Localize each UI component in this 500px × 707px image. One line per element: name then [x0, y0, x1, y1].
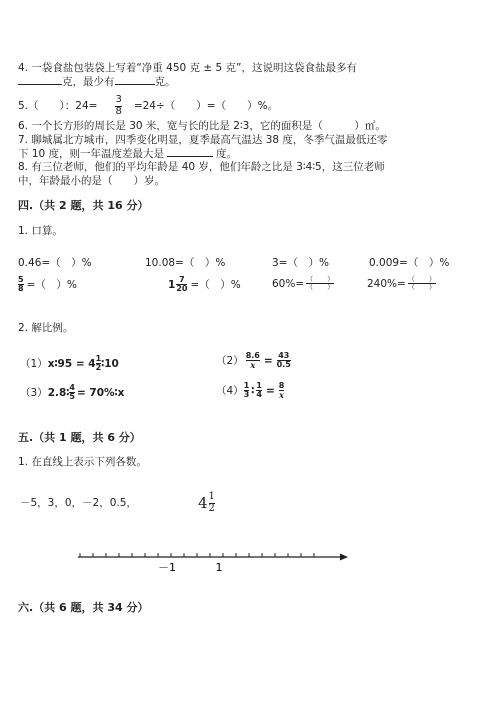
answer-blank[interactable]	[167, 156, 213, 157]
oral-calc-item: 60%= $\frac{( )}{( )}$	[272, 275, 335, 292]
answer-blank[interactable]	[18, 84, 62, 85]
question-title: 2. 解比例。	[18, 322, 74, 334]
q4-line1: 4. 一袋食盐包装袋上写着“净重 450 克 ± 5 克”，这说明这袋食盐最多有	[18, 62, 357, 74]
q4-line2: 克，最少有 克。	[18, 76, 176, 89]
section-title: 六.（共 6 题，共 34 分）	[18, 601, 149, 614]
axis-label: 1	[215, 561, 223, 574]
numbers-list: －5，3，0，－2，0.5，	[20, 497, 137, 509]
q5: 5.（ ）：24= $\frac{3}{8}$ =24÷（ ）=（ ）%。	[18, 94, 279, 117]
oral-calc-item: 0.46=（ ）%	[18, 257, 92, 269]
question-title: 1. 口算。	[18, 225, 63, 237]
proportion-1: （1） x∶95 = 4 $\frac{1}{2}$ ∶10	[20, 354, 119, 373]
q8-line1: 8. 有三位老师，他们的平均年龄是 40 岁，他们年龄之比是 3∶4∶5，这三位老师	[18, 161, 385, 173]
proportion-3: （3） 2.8∶ $\frac{4}{5}$ = 70%∶x	[20, 383, 125, 402]
fraction: $\frac{3}{8}$	[115, 94, 122, 117]
mixed-number: 4 $\frac{1}{2}$	[198, 491, 215, 514]
number-line[interactable]	[0, 545, 500, 577]
axis-label: －1	[158, 561, 176, 574]
section-title: 四.（共 2 题，共 16 分）	[18, 199, 149, 212]
proportion-4: （4） $\frac{1}{3}$ ∶ $\frac{1}{4}$ = $\frac{8}{x}$	[216, 381, 285, 401]
oral-calc-item: 0.009=（ ）%	[369, 257, 450, 269]
q6: 6. 一个长方形的周长是 30 米，宽与长的比是 2∶3，它的面积是（ ）㎡。	[18, 120, 386, 132]
oral-calc-item: 1 $\frac{7}{20}$ =（ ）%	[168, 275, 241, 294]
oral-calc-item: $\frac{5}{8}$ =（ ）%	[18, 275, 77, 294]
q7-line2: 下 10 度，则一年温度差最大是 度。	[18, 148, 238, 160]
arrow-head-icon	[340, 554, 348, 561]
oral-calc-item: 3=（ ）%	[272, 257, 329, 269]
proportion-2: （2） $\frac{8.6}{x}$ = $\frac{43}{0.5}$	[216, 351, 291, 371]
q7-line1: 7. 聊城属北方城市，四季变化明显，夏季最高气温达 38 度，冬季气温最低还零	[18, 134, 388, 146]
oral-calc-item: 10.08=（ ）%	[145, 257, 226, 269]
oral-calc-item: 240%= $\frac{( )}{( )}$	[367, 275, 436, 292]
q8-line2: 中，年龄最小的是（ ）岁。	[18, 175, 165, 187]
section-title: 五.（共 1 题，共 6 分）	[18, 431, 141, 444]
answer-blank[interactable]	[115, 84, 155, 85]
question-title: 1. 在直线上表示下列各数。	[18, 456, 147, 468]
